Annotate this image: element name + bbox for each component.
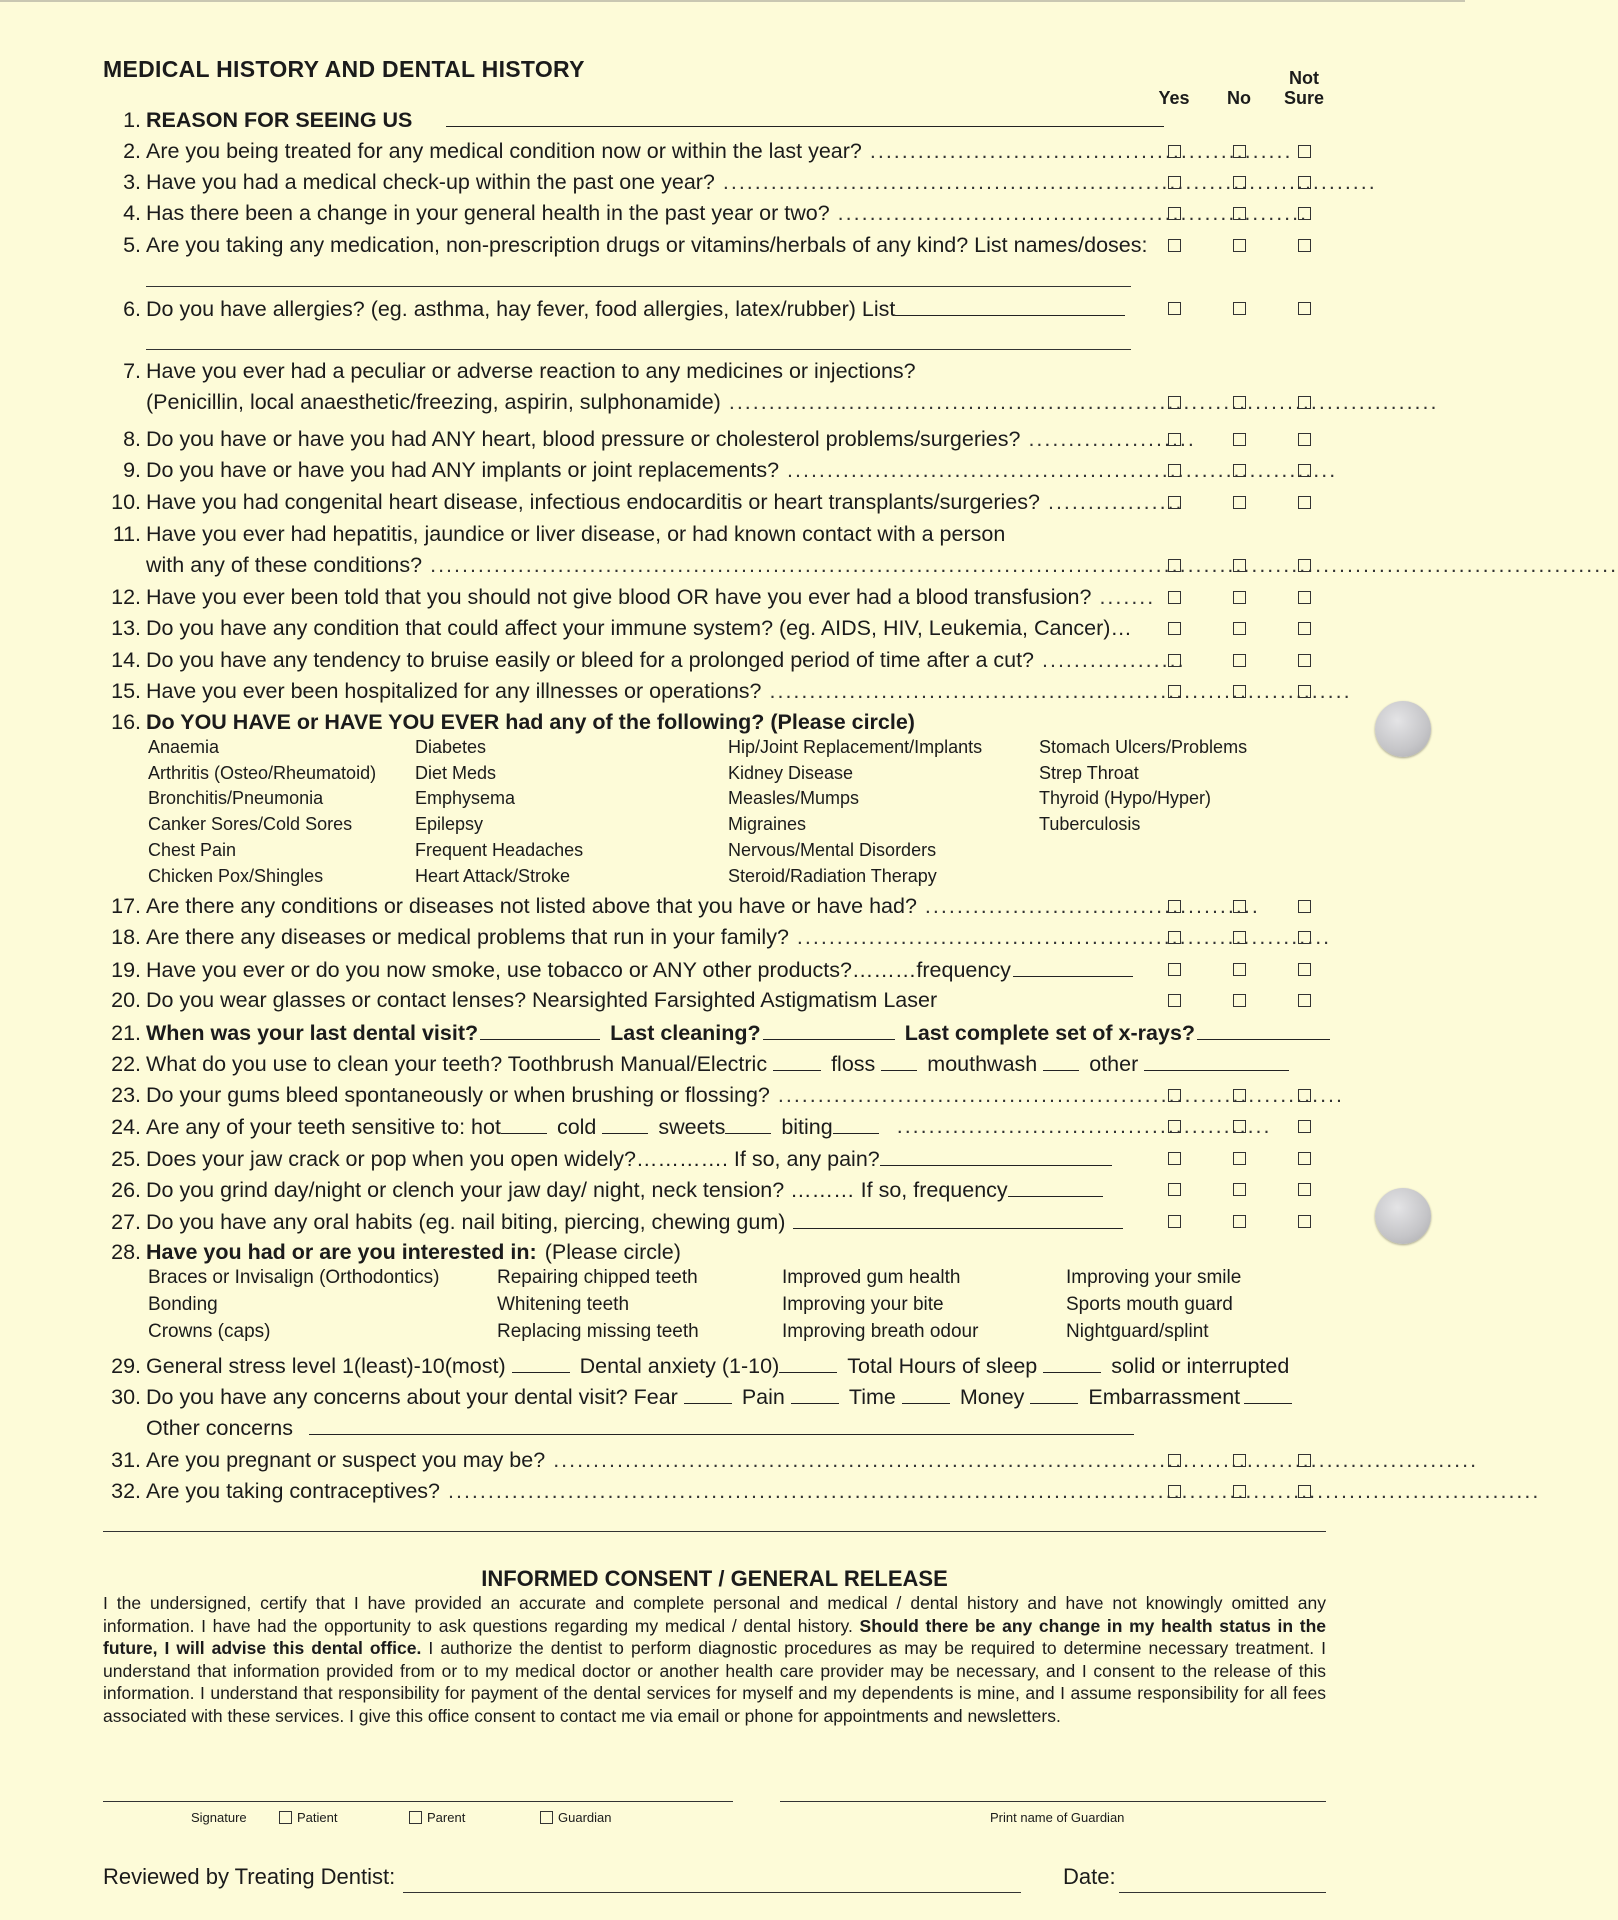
condition-option[interactable]: Migraines <box>728 814 807 835</box>
date-label: Date: <box>1063 1864 1116 1889</box>
condition-option[interactable]: Measles/Mumps <box>728 788 860 809</box>
not-sure-checkbox[interactable] <box>1298 994 1311 1007</box>
condition-option[interactable]: Chicken Pox/Shingles <box>148 865 324 886</box>
dot-leader: ..................... <box>1028 427 1196 451</box>
question-11-line2 <box>146 550 1618 580</box>
condition-option[interactable]: Thyroid (Hypo/Hyper) <box>1039 788 1212 809</box>
form-title: MEDICAL HISTORY AND DENTAL HISTORY <box>103 56 585 82</box>
interest-option[interactable]: Sports mouth guard <box>1066 1294 1233 1315</box>
question-9 <box>103 455 1338 485</box>
yes-checkbox[interactable] <box>1168 685 1181 698</box>
question-number: 10. <box>111 490 141 514</box>
no-checkbox[interactable] <box>1233 496 1246 509</box>
floss-input[interactable] <box>881 1048 917 1071</box>
question-text: Have you ever or do you now smoke, use tobacco or ANY other products?………frequency <box>146 958 1011 982</box>
pain-input[interactable] <box>791 1381 839 1404</box>
condition-option[interactable]: Anaemia <box>148 737 220 757</box>
question-text: Do you wear glasses or contact lenses? Nearsighted Farsighted Astigmatism Laser <box>146 988 938 1012</box>
no-checkbox[interactable] <box>1233 559 1246 572</box>
yes-checkbox[interactable] <box>1168 464 1181 477</box>
question-12 <box>103 582 1156 612</box>
question-text: Do you have any tendency to bruise easily or bleed for a prolonged period of time after a cut? <box>146 648 1035 672</box>
yes-checkbox[interactable] <box>1168 1215 1181 1228</box>
question-number: 17. <box>111 894 141 918</box>
other-concerns-input[interactable] <box>309 1412 1134 1435</box>
condition-option[interactable]: Kidney Disease <box>728 762 854 783</box>
condition-option[interactable]: Frequent Headaches <box>415 839 584 860</box>
yes-checkbox[interactable] <box>1168 1152 1181 1165</box>
no-column-header: No <box>1227 88 1251 108</box>
yes-checkbox[interactable] <box>1168 1485 1181 1498</box>
yes-checkbox[interactable] <box>1168 396 1181 409</box>
question-number: 23. <box>111 1083 141 1107</box>
question-number: 25. <box>111 1147 141 1171</box>
question-text: Do you have or have you had ANY heart, blood pressure or cholesterol problems/surgeries? <box>146 427 1021 451</box>
dot-leader: .................................................................................................................... <box>553 1448 1479 1472</box>
embarrassment-input[interactable] <box>1244 1381 1292 1404</box>
question-text: Have you had or are you interested in: <box>146 1240 537 1264</box>
condition-option[interactable]: Diet Meds <box>415 762 497 783</box>
other-input[interactable] <box>1144 1048 1289 1071</box>
question-14 <box>103 645 1186 675</box>
condition-option[interactable]: Emphysema <box>415 788 516 809</box>
question-23 <box>103 1080 1344 1110</box>
question-text-continued: (Penicillin, local anaesthetic/freezing, aspirin, sulphonamide) <box>146 390 721 414</box>
question-text: What do you use to clean your teeth? Toothbrush Manual/Electric <box>146 1052 768 1076</box>
no-checkbox[interactable] <box>1233 1215 1246 1228</box>
question-text: Have you ever been hospitalized for any illnesses or operations? <box>146 679 762 703</box>
condition-option[interactable]: Heart Attack/Stroke <box>415 865 571 886</box>
question-text: Are you being treated for any medical condition now or within the last year? <box>146 139 862 163</box>
money-input[interactable] <box>1030 1381 1078 1404</box>
question-text: Have you ever had a peculiar or adverse reaction to any medicines or injections? <box>146 359 916 383</box>
interest-option[interactable]: Nightguard/splint <box>1066 1321 1209 1342</box>
cold-label: cold <box>556 1115 597 1139</box>
interest-option[interactable]: Replacing missing teeth <box>497 1321 699 1342</box>
no-checkbox[interactable] <box>1233 1183 1246 1196</box>
question-5 <box>103 230 1147 260</box>
question-text: Have you ever been told that you should not give blood OR have you ever had a blood transfusion? <box>146 585 1092 609</box>
question-number: 21. <box>111 1021 141 1045</box>
question-number: 27. <box>111 1210 141 1234</box>
not-sure-checkbox[interactable] <box>1298 559 1311 572</box>
question-13 <box>103 613 1132 643</box>
question-32 <box>103 1476 1541 1506</box>
sleep-quality-label: solid or interrupted <box>1111 1354 1290 1378</box>
question-text: Do you grind day/night or clench your jaw day/ night, neck tension? ……… If so, frequency <box>146 1178 1008 1202</box>
question-28 <box>103 1237 681 1267</box>
question-number: 5. <box>123 233 141 257</box>
divider <box>103 1531 1326 1532</box>
sweets-label: sweets <box>658 1115 726 1139</box>
not-sure-checkbox[interactable] <box>1298 622 1311 635</box>
question-15 <box>103 676 1352 706</box>
question-text: Do your gums bleed spontaneously or when brushing or flossing? <box>146 1083 770 1107</box>
question-21 <box>103 1017 1340 1047</box>
parent-option[interactable]: Parent <box>409 1810 465 1825</box>
question-20 <box>103 985 937 1015</box>
no-checkbox[interactable] <box>1233 1152 1246 1165</box>
not-sure-checkbox[interactable] <box>1298 1454 1311 1467</box>
no-checkbox[interactable] <box>1233 464 1246 477</box>
not-sure-checkbox[interactable] <box>1298 654 1311 667</box>
question-text: General stress level 1(least)-10(most) <box>146 1354 506 1378</box>
question-number: 15. <box>111 679 141 703</box>
question-number: 11. <box>112 522 141 546</box>
toothbrush-input[interactable] <box>773 1048 821 1071</box>
yes-checkbox[interactable] <box>1168 963 1181 976</box>
dot-leader: ....... <box>1099 585 1156 609</box>
question-number: 6. <box>123 297 141 321</box>
question-number: 30. <box>111 1385 141 1409</box>
interest-option[interactable]: Braces or Invisalign (Orthodontics) <box>148 1267 440 1288</box>
no-checkbox[interactable] <box>1233 433 1246 446</box>
yes-checkbox[interactable] <box>1168 207 1181 220</box>
no-checkbox[interactable] <box>1233 145 1246 158</box>
stress-level-input[interactable] <box>512 1350 570 1373</box>
question-text: Do you have or have you had ANY implants or joint replacements? <box>146 458 780 482</box>
guardian-checkbox[interactable] <box>540 1811 553 1824</box>
question-number: 18. <box>111 925 141 949</box>
time-input[interactable] <box>902 1381 950 1404</box>
mouthwash-input[interactable] <box>1043 1048 1079 1071</box>
sleep-hours-input[interactable] <box>1043 1350 1101 1373</box>
sweets-input[interactable] <box>725 1111 771 1134</box>
dental-anxiety-label: Dental anxiety (1-10) <box>579 1354 780 1378</box>
not-sure-checkbox[interactable] <box>1298 1120 1311 1133</box>
question-25 <box>103 1143 1122 1173</box>
not-sure-column-header: Not Sure <box>1283 68 1325 108</box>
yes-checkbox[interactable] <box>1168 1454 1181 1467</box>
question-text: Do YOU HAVE or HAVE YOU EVER had any of the following? (Please circle) <box>146 710 915 734</box>
date-row <box>1063 1862 1116 1892</box>
signature-line[interactable] <box>103 1801 733 1802</box>
allergies-list-input[interactable] <box>895 293 1125 316</box>
not-sure-checkbox[interactable] <box>1298 1485 1311 1498</box>
interest-option[interactable]: Improving breath odour <box>782 1321 979 1342</box>
yes-checkbox[interactable] <box>1168 239 1181 252</box>
biting-input[interactable] <box>833 1111 879 1134</box>
question-11 <box>103 519 1005 549</box>
yes-checkbox[interactable] <box>1168 145 1181 158</box>
question-text: Does your jaw crack or pop when you open widely?…………. If so, any pain? <box>146 1147 880 1171</box>
dot-leader: ........................................................... <box>837 201 1309 225</box>
question-number: 28. <box>111 1240 141 1264</box>
parent-checkbox[interactable] <box>409 1811 422 1824</box>
question-number: 19. <box>111 958 141 982</box>
not-sure-checkbox[interactable] <box>1298 239 1311 252</box>
no-checkbox[interactable] <box>1233 963 1246 976</box>
dot-leader: .................................................................................. <box>722 170 1377 194</box>
print-name-label: Print name of Guardian <box>990 1810 1125 1825</box>
no-checkbox[interactable] <box>1233 622 1246 635</box>
question-30 <box>103 1381 1302 1411</box>
question-number: 26. <box>111 1178 141 1202</box>
not-sure-checkbox[interactable] <box>1298 207 1311 220</box>
no-checkbox[interactable] <box>1233 900 1246 913</box>
question-text: Have you had congenital heart disease, infectious endocarditis or heart transplants/surgeries? <box>146 490 1040 514</box>
interest-option[interactable]: Improving your smile <box>1066 1267 1242 1288</box>
reviewed-row <box>103 1862 395 1892</box>
dot-leader: ......................................................................... <box>769 679 1352 703</box>
interest-option[interactable]: Bonding <box>148 1294 218 1315</box>
no-checkbox[interactable] <box>1233 1485 1246 1498</box>
no-checkbox[interactable] <box>1233 1089 1246 1102</box>
question-text: Has there been a change in your general health in the past year or two? <box>146 201 830 225</box>
condition-option[interactable]: Bronchitis/Pneumonia <box>148 788 324 809</box>
question-number: 20. <box>111 988 141 1012</box>
please-circle-label: (Please circle) <box>544 1240 681 1264</box>
question-text-continued: with any of these conditions? <box>146 553 423 577</box>
question-number: 22. <box>111 1052 141 1076</box>
question-text: Are there any diseases or medical problems that run in your family? <box>146 925 789 949</box>
oral-habits-input[interactable] <box>793 1206 1123 1229</box>
dot-leader: .................. <box>1042 648 1186 672</box>
sleep-hours-label: Total Hours of sleep <box>847 1354 1038 1378</box>
question-text: Are you taking contraceptives? <box>146 1479 440 1503</box>
cold-input[interactable] <box>602 1111 648 1134</box>
yes-checkbox[interactable] <box>1168 622 1181 635</box>
not-sure-checkbox[interactable] <box>1298 1183 1311 1196</box>
last-cleaning-input[interactable] <box>763 1017 895 1040</box>
not-sure-checkbox[interactable] <box>1298 433 1311 446</box>
dot-leader: .......................................... <box>924 894 1260 918</box>
question-4 <box>103 198 1309 228</box>
question-2 <box>103 136 1293 166</box>
question-16 <box>103 707 915 737</box>
question-18 <box>103 922 1332 952</box>
yes-checkbox[interactable] <box>1168 654 1181 667</box>
not-sure-checkbox[interactable] <box>1298 900 1311 913</box>
condition-option[interactable]: Strep Throat <box>1039 762 1139 783</box>
yes-checkbox[interactable] <box>1168 433 1181 446</box>
not-sure-checkbox[interactable] <box>1298 464 1311 477</box>
not-sure-checkbox[interactable] <box>1298 496 1311 509</box>
no-checkbox[interactable] <box>1233 931 1246 944</box>
not-sure-checkbox[interactable] <box>1298 1215 1311 1228</box>
not-sure-checkbox[interactable] <box>1298 396 1311 409</box>
yes-checkbox[interactable] <box>1168 496 1181 509</box>
question-31 <box>103 1445 1479 1475</box>
question-22 <box>103 1048 1299 1078</box>
question-19 <box>103 954 1143 984</box>
other-label: other <box>1089 1052 1139 1076</box>
not-sure-checkbox[interactable] <box>1298 1089 1311 1102</box>
not-sure-checkbox[interactable] <box>1298 176 1311 189</box>
condition-option[interactable]: Tuberculosis <box>1039 814 1141 835</box>
yes-checkbox[interactable] <box>1168 931 1181 944</box>
question-text: Do you have any condition that could affect your immune system? (eg. AIDS, HIV, Leukemia, Cancer)… <box>146 616 1132 640</box>
condition-option[interactable]: Chest Pain <box>148 839 237 860</box>
no-checkbox[interactable] <box>1233 207 1246 220</box>
question-number: 12. <box>111 585 141 609</box>
condition-option[interactable]: Diabetes <box>415 737 487 757</box>
yes-column-header: Yes <box>1158 88 1190 108</box>
question-7-line2 <box>146 387 1439 417</box>
dot-leader: ....................................................................... <box>777 1083 1344 1107</box>
dot-leader: ......................................................................................... <box>728 390 1439 414</box>
not-sure-checkbox[interactable] <box>1298 685 1311 698</box>
yes-checkbox[interactable] <box>1168 302 1181 315</box>
question-number: 4. <box>123 201 141 225</box>
question-number: 16. <box>111 710 141 734</box>
question-text: Have you had a medical check-up within the past one year? <box>146 170 715 194</box>
binder-hole <box>1375 701 1431 757</box>
question-text: Are any of your teeth sensitive to: hot <box>146 1115 501 1139</box>
question-text-continued: Other concerns <box>146 1416 293 1440</box>
reviewed-label: Reviewed by Treating Dentist: <box>103 1864 396 1889</box>
dot-leader: ..................................................................... <box>787 458 1338 482</box>
question-text: Do you have any concerns about your dental visit? Fear <box>146 1385 678 1409</box>
embarrassment-label: Embarrassment <box>1088 1385 1241 1409</box>
dot-leader: ................................................................... <box>796 925 1332 949</box>
question-number: 32. <box>111 1479 141 1503</box>
condition-option[interactable]: Stomach Ulcers/Problems <box>1039 737 1248 757</box>
no-checkbox[interactable] <box>1233 1454 1246 1467</box>
yes-checkbox[interactable] <box>1168 1183 1181 1196</box>
condition-option[interactable]: Hip/Joint Replacement/Implants <box>728 737 983 757</box>
question-number: 9. <box>123 458 141 482</box>
condition-option[interactable]: Epilepsy <box>415 814 484 835</box>
allergies-list-line[interactable] <box>146 349 1131 350</box>
top-edge <box>0 0 1465 2</box>
no-checkbox[interactable] <box>1233 591 1246 604</box>
question-1: 1. REASON FOR SEEING US <box>103 104 1164 134</box>
question-17 <box>103 891 1260 921</box>
guardian-name-line[interactable] <box>780 1801 1326 1802</box>
question-number: 14. <box>111 648 141 672</box>
date-line[interactable] <box>1119 1892 1326 1893</box>
question-29 <box>103 1350 1289 1380</box>
last-cleaning-label: Last cleaning? <box>610 1021 761 1045</box>
hot-input[interactable] <box>501 1111 547 1134</box>
consent-text: I the undersigned, certify that I have provided an accurate and complete personal and medical / dental history and have not knowingly omitted any information. I have had the opportunity to ask questions regarding my medical / dental history. Should there be any change in my health status in the future, I will advise this dental office. I authorize the dentist to perform diagnostic procedures as may be required to determine necessary treatment. I understand that information provided from or to my medical doctor or another health care provider may be necessary, and I consent to the release of this information. I understand that responsibility for payment of the dental services for myself and my dependents is mine, and I assume responsibility for all fees associated with these services. I give this office consent to contact me via email or phone for appointments and newsletters. <box>103 1593 1327 1726</box>
condition-option[interactable]: Steroid/Radiation Therapy <box>728 865 937 886</box>
jaw-pain-input[interactable] <box>880 1143 1112 1166</box>
question-text: Have you ever had hepatitis, jaundice or liver disease, or had known contact with a person <box>146 522 1006 546</box>
no-checkbox[interactable] <box>1233 176 1246 189</box>
not-sure-checkbox[interactable] <box>1298 931 1311 944</box>
smoke-frequency-input[interactable] <box>1013 954 1133 977</box>
fear-input[interactable] <box>684 1381 732 1404</box>
interest-option[interactable]: Crowns (caps) <box>148 1321 271 1342</box>
dental-anxiety-input[interactable] <box>779 1350 837 1373</box>
floss-label: floss <box>831 1052 876 1076</box>
question-30-line2 <box>146 1412 1144 1442</box>
question-6 <box>103 293 1135 323</box>
question-3 <box>103 167 1377 197</box>
yes-checkbox[interactable] <box>1168 994 1181 1007</box>
dentist-signature-line[interactable] <box>403 1892 1021 1893</box>
question-26 <box>103 1174 1113 1204</box>
yes-checkbox[interactable] <box>1168 1120 1181 1133</box>
no-checkbox[interactable] <box>1233 1120 1246 1133</box>
dot-leader: ..................................................................................................................................................... <box>430 553 1618 577</box>
question-27 <box>103 1206 1133 1236</box>
no-checkbox[interactable] <box>1233 302 1246 315</box>
question-text: Do you have any oral habits (eg. nail biting, piercing, chewing gum) <box>146 1210 786 1234</box>
consent-title: INFORMED CONSENT / GENERAL RELEASE <box>481 1566 948 1591</box>
question-7 <box>103 356 916 386</box>
interest-option[interactable]: Improving your bite <box>782 1294 944 1315</box>
last-visit-input[interactable] <box>480 1017 600 1040</box>
dot-leader: ................. <box>1047 490 1184 514</box>
money-label: Money <box>959 1385 1025 1409</box>
pain-label: Pain <box>741 1385 785 1409</box>
dot-leader: ......................................................................................................................................... <box>448 1479 1541 1503</box>
not-sure-checkbox[interactable] <box>1298 302 1311 315</box>
last-xray-label: Last complete set of x-rays? <box>904 1021 1196 1045</box>
question-text: When was your last dental visit? <box>146 1021 479 1045</box>
signature-label: Signature <box>191 1810 247 1825</box>
no-checkbox[interactable] <box>1233 239 1246 252</box>
question-text: Are there any conditions or diseases not listed above that you have or have had? <box>146 894 917 918</box>
question-text: Are you taking any medication, non-prescription drugs or vitamins/herbals of any kind? List names/doses: <box>146 233 1148 257</box>
grind-frequency-input[interactable] <box>1008 1174 1103 1197</box>
dot-leader: ............................................... <box>896 1114 1272 1138</box>
not-sure-checkbox[interactable] <box>1298 963 1311 976</box>
not-sure-checkbox[interactable] <box>1298 591 1311 604</box>
yes-checkbox[interactable] <box>1168 591 1181 604</box>
patient-checkbox[interactable] <box>279 1811 292 1824</box>
last-xray-input[interactable] <box>1197 1017 1330 1040</box>
question-text: Are you pregnant or suspect you may be? <box>146 1448 546 1472</box>
condition-option[interactable]: Arthritis (Osteo/Rheumatoid) <box>148 762 377 783</box>
binder-hole <box>1375 1188 1431 1244</box>
question-number: 13. <box>111 616 141 640</box>
yes-checkbox[interactable] <box>1168 1089 1181 1102</box>
question-number: 2. <box>123 139 141 163</box>
question-10 <box>103 487 1184 517</box>
yes-checkbox[interactable] <box>1168 900 1181 913</box>
question-number: 24. <box>111 1115 141 1139</box>
question-number: 29. <box>111 1354 141 1378</box>
patient-option[interactable]: Patient <box>279 1810 337 1825</box>
interest-option[interactable]: Repairing chipped teeth <box>497 1267 698 1288</box>
no-checkbox[interactable] <box>1233 994 1246 1007</box>
not-sure-checkbox[interactable] <box>1298 1152 1311 1165</box>
condition-option[interactable]: Nervous/Mental Disorders <box>728 839 937 860</box>
question-number: 31. <box>111 1448 141 1472</box>
condition-option[interactable]: Canker Sores/Cold Sores <box>148 814 353 835</box>
mouthwash-label: mouthwash <box>927 1052 1038 1076</box>
medications-list-line[interactable] <box>146 286 1131 287</box>
biting-label: biting <box>781 1115 833 1139</box>
interest-option[interactable]: Improved gum health <box>782 1267 961 1288</box>
no-checkbox[interactable] <box>1233 654 1246 667</box>
question-8 <box>103 424 1196 454</box>
guardian-option[interactable]: Guardian <box>540 1810 611 1825</box>
interest-option[interactable]: Whitening teeth <box>497 1294 630 1315</box>
yes-checkbox[interactable] <box>1168 559 1181 572</box>
question-24 <box>103 1111 1272 1141</box>
time-label: Time <box>848 1385 896 1409</box>
question-number: 7. <box>123 359 141 383</box>
dot-leader: ..................................................... <box>869 139 1293 163</box>
question-number: 8. <box>123 427 141 451</box>
question-text: Do you have allergies? (eg. asthma, hay fever, food allergies, latex/rubber) List <box>146 297 896 321</box>
reason-input[interactable] <box>446 104 1164 127</box>
no-checkbox[interactable] <box>1233 685 1246 698</box>
not-sure-checkbox[interactable] <box>1298 145 1311 158</box>
yes-checkbox[interactable] <box>1168 176 1181 189</box>
question-number: 3. <box>123 170 141 194</box>
no-checkbox[interactable] <box>1233 396 1246 409</box>
